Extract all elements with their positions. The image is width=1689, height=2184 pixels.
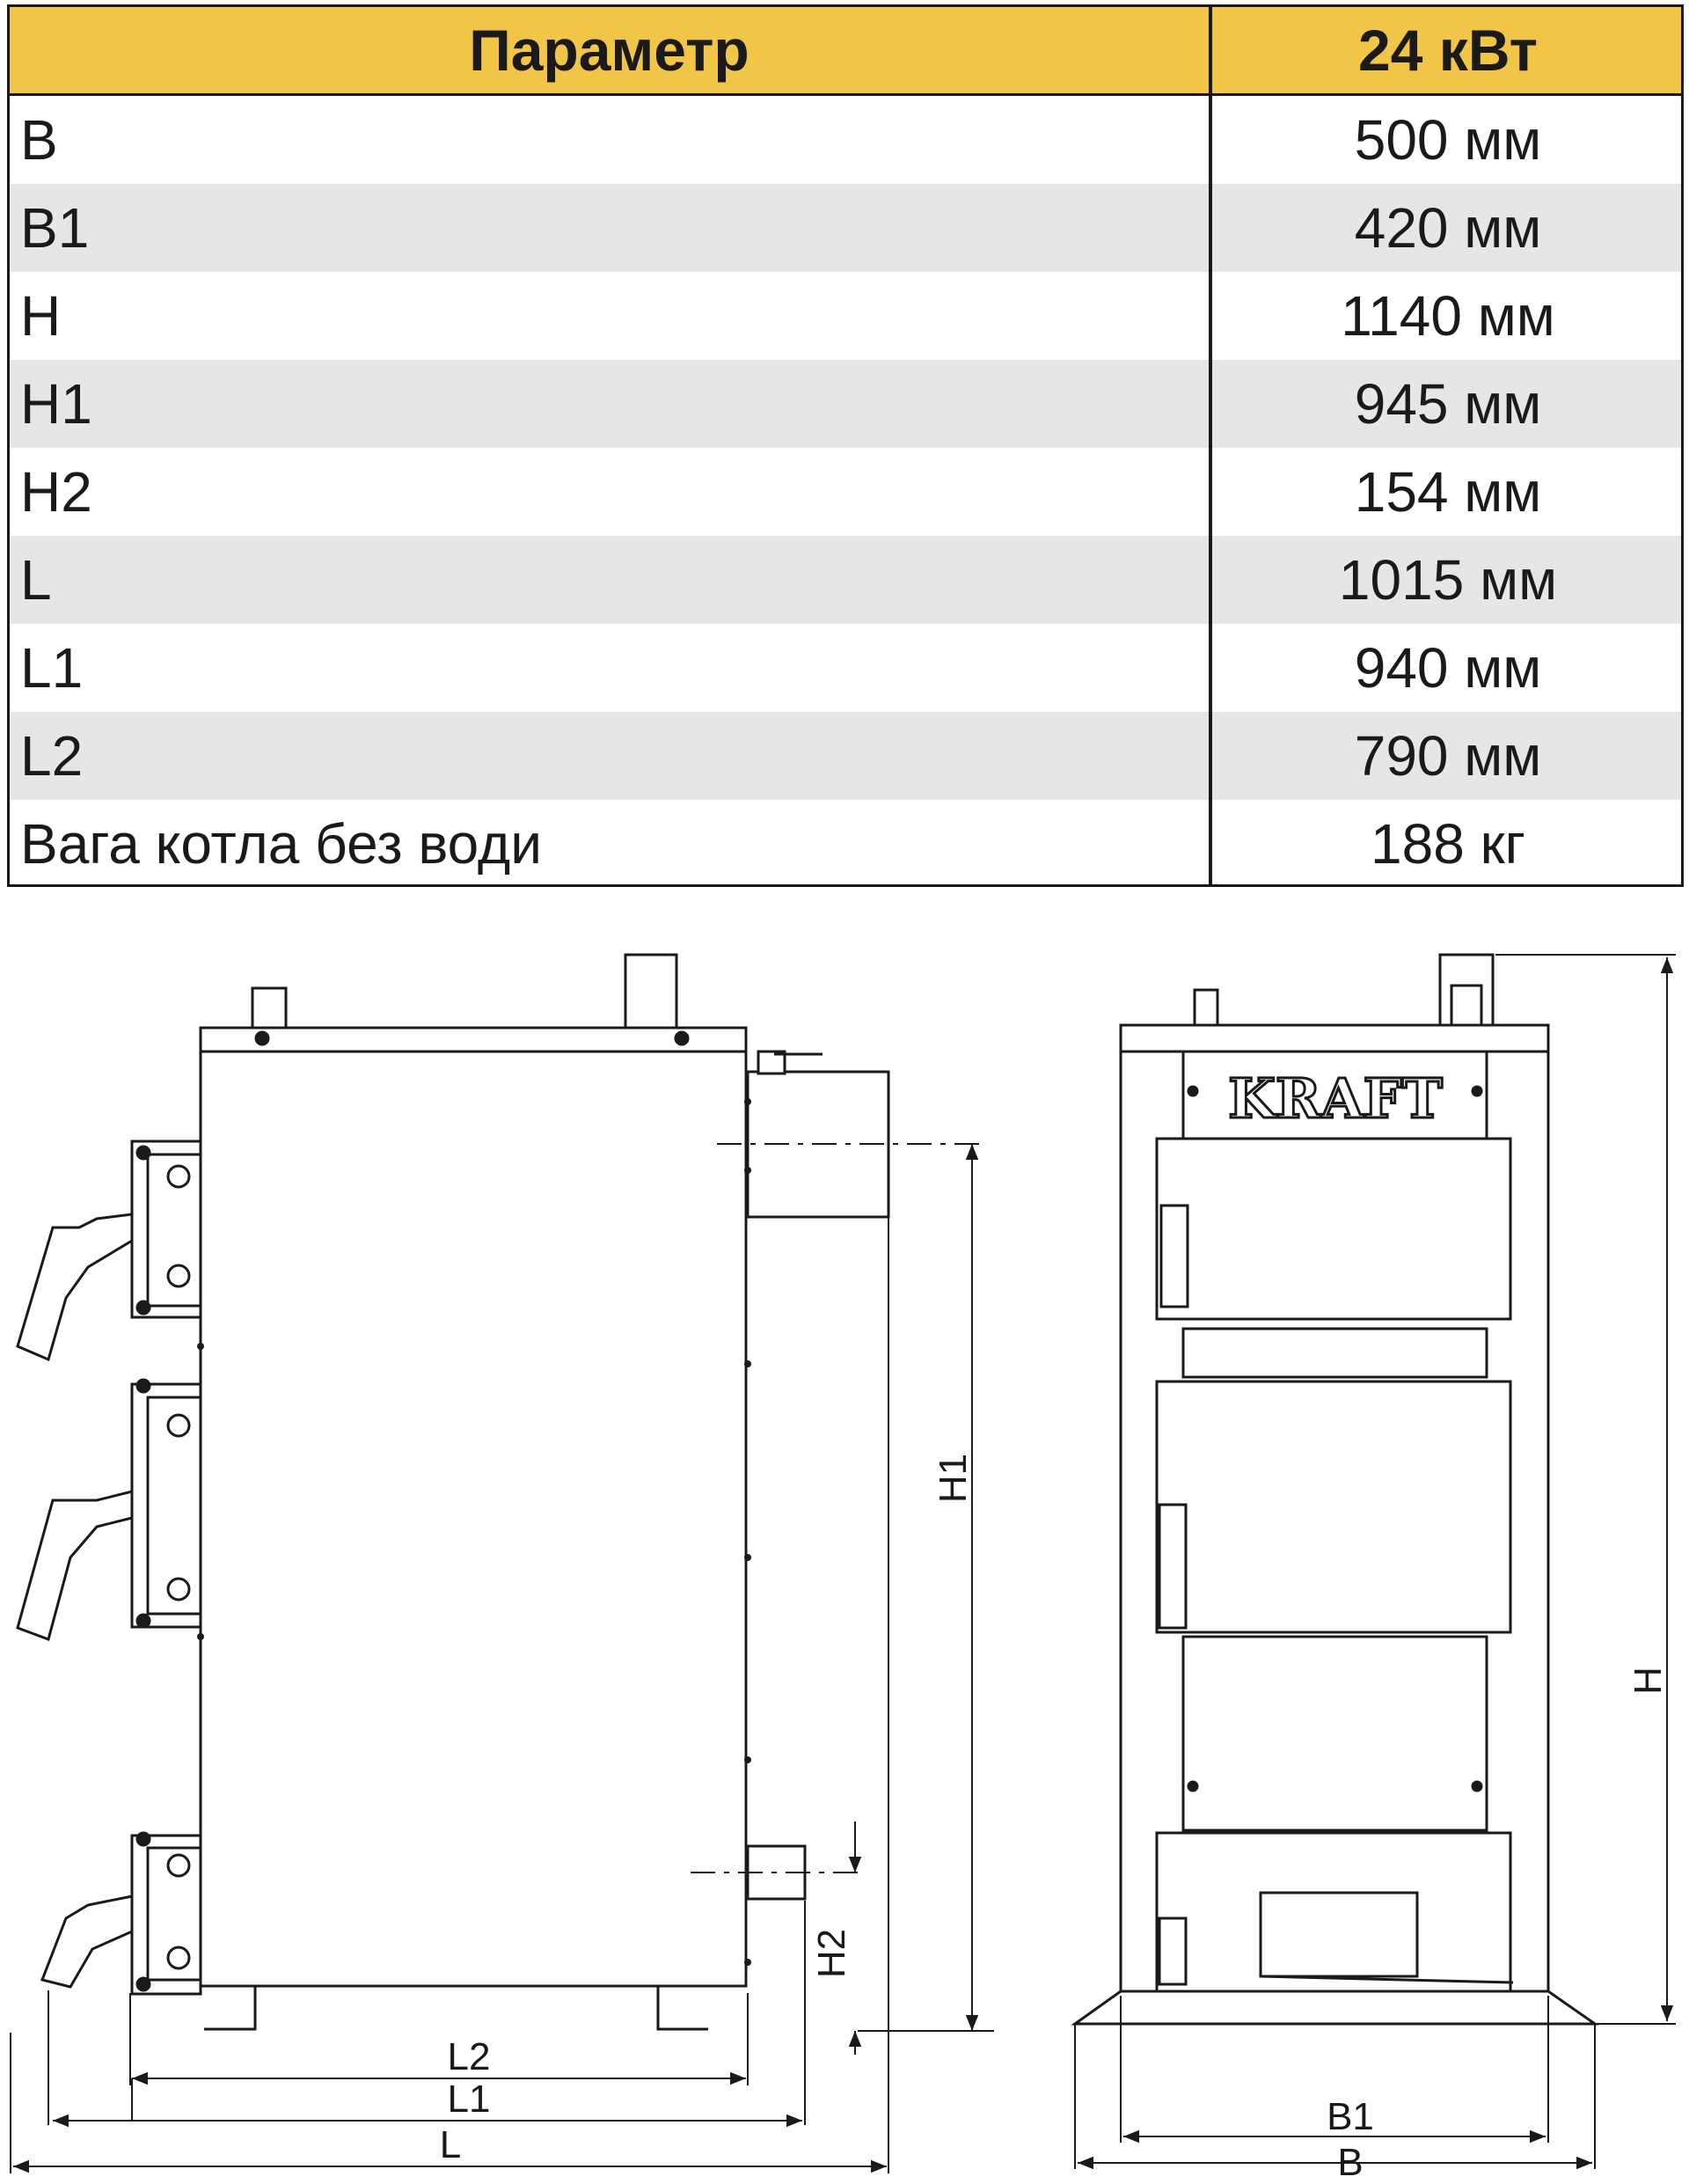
brand-text: KRAFT: [1228, 1066, 1443, 1131]
table-row: [10, 624, 1681, 712]
row-value: 420 мм: [1354, 196, 1542, 260]
row-parameter: Вага котла без води: [20, 812, 542, 876]
row-parameter: L: [20, 548, 52, 612]
header-value: 24 кВт: [1358, 18, 1538, 83]
row-value: 1015 мм: [1338, 548, 1558, 612]
column-divider: [1209, 7, 1212, 884]
row-value: 790 мм: [1354, 724, 1542, 788]
boiler-drawing: [0, 915, 1689, 2184]
boiler-side-view: [18, 955, 888, 2029]
row-value: 154 мм: [1354, 460, 1542, 524]
table-row: [10, 272, 1681, 360]
row-value: 188 кг: [1371, 812, 1525, 876]
label-h: H: [1627, 1667, 1670, 1695]
label-b: B: [1337, 2141, 1364, 2184]
table-row: [10, 800, 1681, 888]
row-parameter: L2: [20, 724, 84, 788]
row-parameter: H1: [20, 372, 92, 436]
table-row: [10, 448, 1681, 536]
row-value: 945 мм: [1354, 372, 1542, 436]
table-row: [10, 360, 1681, 448]
table-header: [10, 7, 1681, 96]
label-l: L: [439, 2123, 462, 2166]
row-value: 940 мм: [1354, 636, 1542, 700]
label-b1: B1: [1327, 2095, 1374, 2138]
table-row: [10, 96, 1681, 184]
row-parameter: H: [20, 284, 62, 348]
row-parameter: L1: [20, 636, 84, 700]
label-h2: H2: [810, 1928, 853, 1979]
table-row: [10, 536, 1681, 624]
header-parameter: Параметр: [469, 18, 749, 83]
label-l1: L1: [447, 2078, 491, 2121]
spec-table: [7, 4, 1684, 887]
label-h1: H1: [932, 1453, 975, 1504]
row-value: 500 мм: [1354, 108, 1542, 172]
table-row: [10, 184, 1681, 272]
label-l2: L2: [447, 2035, 491, 2078]
table-row: [10, 712, 1681, 800]
row-parameter: B1: [20, 196, 90, 260]
row-parameter: B: [20, 108, 58, 172]
row-parameter: H2: [20, 460, 92, 524]
brand-logo: [1228, 1066, 1443, 1131]
row-value: 1140 мм: [1341, 284, 1555, 348]
